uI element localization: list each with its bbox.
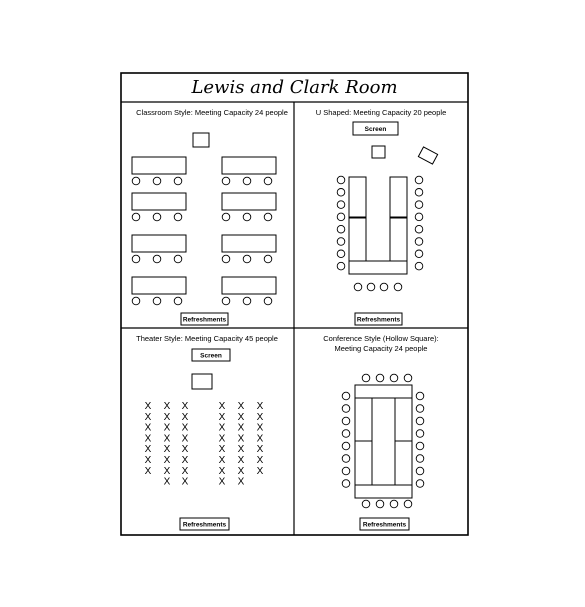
theater-seat: X (144, 433, 152, 445)
theater-refreshments-label: Refreshments (182, 521, 227, 529)
theater-seat: X (256, 455, 264, 466)
theater-seat: X (181, 433, 189, 445)
theater-seat: X (163, 433, 171, 445)
theater-seat: X (256, 401, 264, 412)
theater-seat: X (144, 401, 152, 412)
theater-seat: X (218, 411, 226, 423)
theater-seat: X (181, 476, 189, 488)
theater-seat: X (163, 401, 171, 412)
theater-seat: X (256, 433, 264, 445)
conference-title-line1: Conference Style (Hollow Square): (323, 334, 439, 343)
theater-seat: X (163, 455, 171, 466)
theater-seat: X (256, 465, 264, 477)
theater-seat: X (181, 401, 189, 412)
theater-seat: X (256, 411, 264, 423)
theater-seat: X (163, 465, 171, 477)
ushaped-refreshments-label: Refreshments (356, 316, 401, 324)
theater-seat: X (237, 444, 245, 456)
theater-seat: X (163, 476, 171, 488)
theater-seat: X (237, 465, 245, 477)
theater-seat: X (144, 465, 152, 477)
theater-seat: X (181, 465, 189, 477)
theater-seat: X (181, 444, 189, 456)
classroom-title: Classroom Style: Meeting Capacity 24 people (136, 108, 288, 117)
classroom-refreshments-label: Refreshments (182, 316, 227, 324)
theater-seat: X (218, 401, 226, 412)
theater-seat: X (144, 455, 152, 466)
theater-seat: X (237, 455, 245, 466)
theater-seat: X (218, 455, 226, 466)
theater-seat: X (237, 401, 245, 412)
conference-refreshments-label: Refreshments (362, 521, 407, 529)
theater-seat: X (256, 444, 264, 456)
ushaped-screen-label: Screen (364, 126, 387, 133)
theater-seat: X (144, 422, 152, 434)
theater-seat: X (144, 444, 152, 456)
theater-title: Theater Style: Meeting Capacity 45 people (136, 334, 278, 343)
theater-seat: X (218, 444, 226, 456)
theater-seat: X (237, 422, 245, 434)
theater-seat: X (237, 411, 245, 423)
theater-seat: X (163, 422, 171, 434)
theater-seat: X (237, 476, 245, 488)
theater-seat: X (181, 411, 189, 423)
theater-seat: X (218, 465, 226, 477)
theater-seat: X (181, 422, 189, 434)
theater-seat: X (218, 476, 226, 488)
theater-seat: X (218, 422, 226, 434)
theater-seat: X (163, 411, 171, 423)
theater-seat: X (163, 444, 171, 456)
theater-seat: X (256, 422, 264, 434)
theater-seat: X (218, 433, 226, 445)
theater-screen-label: Screen (200, 352, 222, 360)
theater-seat: X (181, 455, 189, 466)
theater-seat: X (144, 411, 152, 423)
conference-title-line2: Meeting Capacity 24 people (334, 344, 428, 353)
theater-seat: X (237, 433, 245, 445)
ushaped-title: U Shaped: Meeting Capacity 20 people (315, 108, 447, 117)
room-title: Lewis and Clark Room (191, 77, 398, 98)
